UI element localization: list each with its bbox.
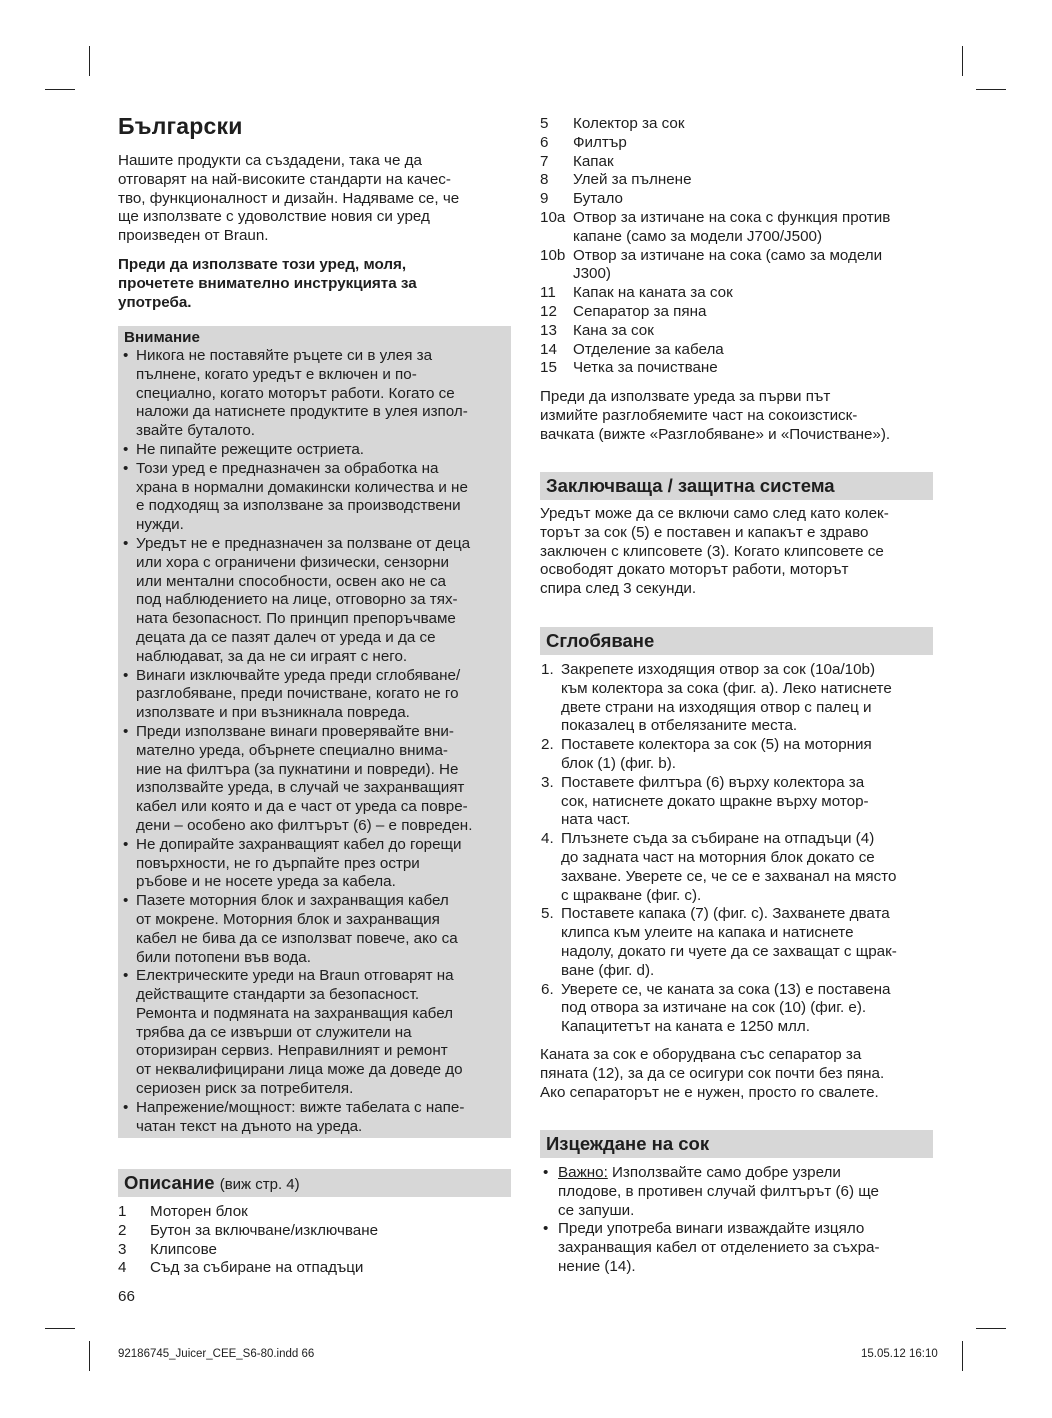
part-number: 7	[540, 152, 549, 170]
warning-box	[118, 326, 511, 1138]
part-item	[540, 209, 934, 247]
part-label: Колектор за сок	[573, 115, 685, 132]
part-label: Отвор за изтичане на сока с функция против	[573, 208, 891, 226]
assembly-step	[540, 736, 934, 774]
warning-line: • Този уред е предназначен за обработка на	[136, 459, 439, 477]
step-line: показалец в отбелязаните места.	[561, 717, 798, 735]
parts-list-left	[118, 1203, 511, 1278]
warning-line: е подходящ за използване за производствени	[136, 497, 461, 515]
juicing-line: • Преди употреба винаги изваждайте изцяло	[558, 1220, 865, 1238]
crop-mark	[45, 89, 75, 90]
warning-line: • Електрическите уреди на Braun отговарят на	[136, 967, 454, 985]
step-line: клипса към улеите на капака и натиснете	[561, 924, 854, 942]
part-number: 10a	[540, 208, 566, 226]
warning-item	[122, 347, 508, 441]
step-line: Поставете филтъра (6) върху колектора за	[561, 773, 865, 791]
warning-line: специално, когато моторът работи. Когато се	[136, 384, 455, 402]
step-line: надолу, докато ги чуете да се захващат с щрак-	[561, 942, 897, 960]
step-line: сок, натиснете докато щракне върху мотор-	[561, 792, 869, 810]
juicing-line: плодове, в противен случай филтърът (6) ще	[558, 1182, 879, 1200]
first-use-line: Преди да използвате уреда за първи път	[540, 388, 831, 405]
warning-line: кабел не бива да се използват повече, ако са	[136, 929, 458, 947]
warning-line: • Винаги изключвайте уреда преди сглобяване/	[136, 666, 461, 684]
part-number: 13	[540, 321, 557, 339]
part-number: 4	[118, 1259, 127, 1277]
warning-line: наложи да натиснете продуктите в улея изпол-	[136, 403, 468, 421]
juicing-item	[540, 1220, 934, 1276]
step-line: към колектора за сока (фиг. a). Леко натиснете	[561, 679, 892, 697]
warning-item	[122, 441, 508, 460]
warning-line: пълнене, когато уредът е включен и по-	[136, 365, 417, 383]
step-line: Плъзнете съда за събиране на отпадъци (4)	[561, 830, 875, 848]
step-line: блок (1) (фиг. b).	[561, 754, 677, 772]
warning-line: • Никога не поставяйте ръцете си в улея за	[136, 347, 433, 364]
locking-line: торът за сок (5) е поставен и капакът е здраво	[540, 523, 869, 541]
juicing-line: захранващия кабел от отделението за съхра-	[558, 1239, 880, 1257]
step-line: с щракване (фиг. c).	[561, 886, 702, 904]
warning-item	[122, 836, 508, 892]
locking-heading: Заключваща / защитна система	[546, 475, 835, 496]
part-label: Кана за сок	[573, 321, 654, 339]
warning-line: използвайте уреда, в случай че захранващият	[136, 779, 465, 797]
warning-line: разглобяване, преди почистване, когато не го	[136, 685, 459, 703]
juicing-heading-bar	[540, 1130, 933, 1158]
warning-item	[122, 460, 508, 535]
juicing-heading: Изцеждане на сок	[546, 1133, 710, 1154]
notice-line: употреба.	[118, 293, 192, 311]
warning-line: от неквалифицирани лица може да доведе до	[136, 1061, 463, 1079]
step-line: Закрепете изходящия отвор за сок (10a/10b)	[561, 661, 876, 678]
intro-line: произведен от Braun.	[118, 227, 269, 245]
juicing-line: нение (14).	[558, 1257, 636, 1275]
warning-item	[122, 667, 508, 723]
part-label: Улей за пълнене	[573, 171, 692, 189]
part-number: 3	[118, 1240, 127, 1258]
warning-line: храна в нормални домакински количества и не	[136, 478, 468, 496]
step-line: под отвора за изтичане на сок (10) (фиг. e).	[561, 999, 867, 1017]
part-label: Четка за почистване	[573, 359, 718, 377]
part-label: Сепаратор за пяна	[573, 302, 707, 320]
warning-line: използвате и при възникнала повреда.	[136, 704, 410, 722]
warning-line: ната безопасност. По принцип препоръчваме	[136, 610, 456, 628]
intro-paragraph	[118, 152, 511, 246]
assembly-heading: Сглобяване	[546, 630, 655, 651]
step-number: 6.	[541, 980, 554, 998]
part-item	[118, 1203, 511, 1222]
notice-line: прочетете внимателно инструкцията за	[118, 274, 417, 292]
step-line: двете страни на изходящия отвор с палец и	[561, 698, 872, 716]
locking-line: освободят докато моторът работи, моторът	[540, 561, 849, 579]
assembly-heading-bar	[540, 627, 933, 655]
crop-mark	[89, 1341, 90, 1371]
part-number: 1	[118, 1203, 127, 1220]
part-item	[118, 1259, 511, 1278]
assembly-step	[540, 774, 934, 830]
warning-line: • Напрежение/мощност: вижте табелата с напе-	[136, 1098, 465, 1116]
read-instructions-notice	[118, 256, 511, 312]
warning-title: Внимание	[124, 329, 200, 346]
part-label: Отвор за изтичане на сока (само за модели	[573, 246, 883, 264]
assembly-step	[540, 830, 934, 905]
footer-timestamp: 15.05.12 16:10	[861, 1348, 938, 1360]
part-number: 5	[540, 115, 549, 132]
intro-line: тво, функционалност и дизайн. Надяваме се, че	[118, 189, 460, 207]
foam-line: Каната за сок е оборудвана със сепаратор за	[540, 1046, 862, 1063]
locking-heading-bar	[540, 472, 933, 500]
juicing-list	[540, 1164, 934, 1277]
locking-line: заключен с клипсовете (3). Когато клипсовете се	[540, 542, 884, 560]
step-line: ване (фиг. d).	[561, 961, 655, 979]
part-number: 9	[540, 190, 549, 208]
first-use-line: вачката (вижте «Разглобяване» и «Почистване»).	[540, 425, 891, 443]
warning-item	[122, 892, 508, 967]
parts-list-right	[540, 115, 934, 378]
page-title: Български	[118, 113, 243, 139]
step-number: 2.	[541, 736, 554, 754]
part-item	[540, 190, 934, 209]
part-item	[540, 284, 934, 303]
step-line: Поставете капака (7) (фиг. c). Захванете двата	[561, 905, 890, 923]
crop-mark	[962, 1341, 963, 1371]
description-subheading: (виж стр. 4)	[219, 1176, 300, 1193]
part-item	[540, 247, 934, 285]
assembly-step	[540, 981, 934, 1037]
step-number: 1.	[541, 661, 554, 678]
part-label: Клипсове	[150, 1240, 217, 1258]
warning-line: ръбове и не носете уреда за кабела.	[136, 873, 396, 891]
foam-line: Ако сепараторът не е нужен, просто го свалете.	[540, 1083, 879, 1101]
part-item	[540, 153, 934, 172]
warning-line: • Уредът не е предназначен за ползване от деца	[136, 534, 471, 552]
part-number: 11	[540, 284, 556, 302]
warning-line: от мокрене. Моторния блок и захранващия	[136, 910, 440, 928]
locking-line: спира след 3 секунди.	[540, 580, 697, 598]
crop-mark	[45, 1328, 75, 1329]
juicing-line: Използвайте само добре узрели	[607, 1164, 841, 1181]
juicing-item	[540, 1164, 934, 1220]
part-item	[540, 303, 934, 322]
part-item	[540, 322, 934, 341]
important-label: Важно:	[558, 1164, 608, 1181]
warning-line: чатан текст на дъното на уреда.	[136, 1117, 363, 1135]
warning-line: оторизиран сервиз. Неправилният и ремонт	[136, 1042, 448, 1060]
intro-line: отговарят на най-високите стандарти на качес-	[118, 170, 451, 188]
intro-line: ще използвате с удоволствие новия си уред	[118, 208, 430, 226]
part-item	[118, 1222, 511, 1241]
part-label: Моторен блок	[150, 1203, 248, 1220]
warning-line: действащите стандарти за безопасност.	[136, 986, 420, 1004]
page-number: 66	[118, 1288, 135, 1305]
part-item	[118, 1241, 511, 1260]
warning-line: • Пазете моторния блок и захранващия кабел	[136, 892, 449, 910]
warning-line: трябва да се извърши от служители на	[136, 1023, 412, 1041]
part-label: Отделение за кабела	[573, 340, 724, 358]
part-number: 6	[540, 133, 549, 151]
part-label: Капак на каната за сок	[573, 284, 733, 302]
locking-paragraph	[540, 505, 934, 599]
warning-line: кабел или която и да е част от уреда са повре-	[136, 798, 468, 816]
part-item	[540, 341, 934, 360]
warning-line: ние на филтъра (за пукнатини и повреди). Не	[136, 760, 459, 778]
warning-line: сериозен риск за потребителя.	[136, 1080, 354, 1098]
part-number: 14	[540, 340, 557, 358]
juicing-line: се запуши.	[558, 1201, 635, 1219]
crop-mark	[89, 46, 90, 76]
step-line: ната част.	[561, 811, 631, 829]
warning-line: • Преди използване винаги проверявайте вни-	[136, 722, 454, 740]
part-label: Бутало	[573, 190, 623, 208]
warning-line: били потопени във вода.	[136, 948, 311, 966]
locking-line: Уредът може да се включи само след като колек-	[540, 505, 889, 522]
step-line: Капацитетът на каната е 1250 млл.	[561, 1018, 810, 1036]
step-number: 3.	[541, 773, 554, 791]
warning-line: повърхности, не го дърпайте през остри	[136, 854, 420, 872]
warning-line: мателно уреда, обърнете специално внима-	[136, 741, 448, 759]
part-item	[540, 171, 934, 190]
warning-line: • Не пипайте режещите остриета.	[136, 440, 365, 458]
footer-filename: 92186745_Juicer_CEE_S6-80.indd 66	[118, 1348, 315, 1360]
warning-line: Ремонта и подмяната на захранващия кабел	[136, 1004, 454, 1022]
step-line: до задната част на моторния блок докато се	[561, 848, 875, 866]
part-item	[540, 134, 934, 153]
part-label: Филтър	[573, 133, 627, 151]
description-heading: Описание	[124, 1172, 215, 1193]
crop-mark	[962, 46, 963, 76]
foam-line: пяната (12), за да се осигури сок почти без пяна.	[540, 1064, 885, 1082]
part-label: Бутон за включване/изключване	[150, 1221, 379, 1239]
foam-separator-paragraph	[540, 1046, 934, 1102]
crop-mark	[976, 1328, 1006, 1329]
part-number: 15	[540, 359, 557, 377]
step-line: захване. Уверете се, че се е захванал на място	[561, 867, 897, 885]
part-item	[540, 115, 934, 134]
part-number: 8	[540, 171, 549, 189]
step-line: Уверете се, че каната за сока (13) е поставена	[561, 980, 891, 998]
warning-item	[122, 535, 508, 667]
intro-line: Нашите продукти са създадени, така че да	[118, 152, 422, 169]
assembly-step	[540, 905, 934, 980]
assembly-steps	[540, 661, 934, 1037]
first-use-paragraph	[540, 388, 934, 444]
warning-line: или ментални способности, освен ако не са	[136, 572, 447, 590]
part-label: Съд за събиране на отпадъци	[150, 1259, 364, 1277]
warning-line: децата да се пазят далеч от уреда и да се	[136, 628, 436, 646]
part-number: 2	[118, 1221, 127, 1239]
crop-mark	[976, 89, 1006, 90]
assembly-step	[540, 661, 934, 736]
part-number: 10b	[540, 246, 566, 264]
warning-item	[122, 723, 508, 836]
part-label: капане (само за модели J700/J500)	[573, 227, 823, 245]
warning-line: или хора с ограничени физически, сензорни	[136, 553, 449, 571]
part-number: 12	[540, 302, 557, 320]
part-label: J300)	[573, 265, 611, 283]
warning-list	[122, 347, 508, 1136]
step-number: 5.	[541, 905, 554, 923]
step-number: 4.	[541, 830, 554, 848]
warning-line: звайте буталото.	[136, 422, 256, 440]
warning-line: наблюдават, за да не си играят с него.	[136, 647, 408, 665]
warning-line: нужди.	[136, 516, 184, 534]
part-label: Капак	[573, 152, 614, 170]
notice-line: Преди да използвате този уред, моля,	[118, 256, 407, 273]
warning-line: дени – особено ако филтърът (6) – е повреден.	[136, 816, 473, 834]
description-heading-bar	[118, 1169, 511, 1197]
first-use-line: измийте разглобяемите част на сокоизстиск-	[540, 406, 858, 424]
step-line: Поставете колектора за сок (5) на моторния	[561, 736, 872, 754]
warning-line: под наблюдението на лице, отговорно за тях-	[136, 591, 458, 609]
warning-item	[122, 1099, 508, 1137]
part-item	[540, 359, 934, 378]
warning-line: • Не допирайте захранващият кабел до горещи	[136, 835, 462, 853]
warning-item	[122, 967, 508, 1099]
